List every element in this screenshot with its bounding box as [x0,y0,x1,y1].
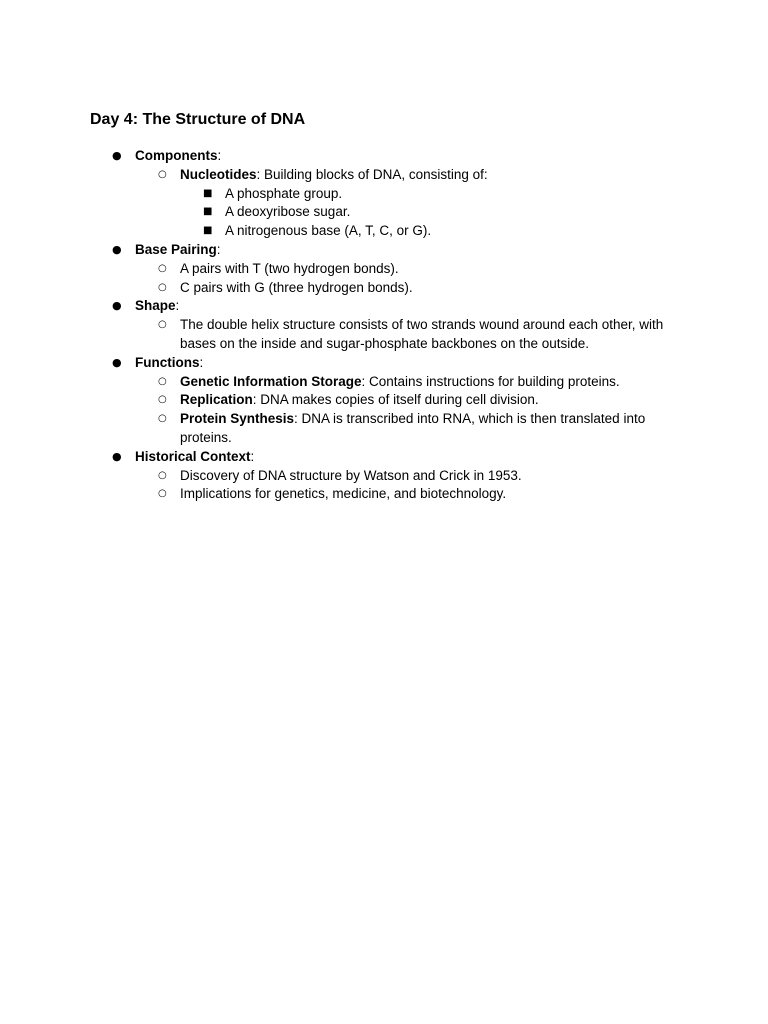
item-description: C pairs with G (three hydrogen bonds). [180,279,413,295]
section-heading [135,147,690,166]
section-heading [135,297,690,316]
section-suffix: : [250,448,255,464]
item-description: : Building blocks of DNA, consisting of: [256,166,488,182]
list-item-discovery [135,467,690,486]
bullet-circle-icon: ○ [158,375,167,387]
bullet-disc-icon: ● [112,242,122,256]
bullet-circle-icon: ○ [158,281,167,293]
section-heading [135,354,690,373]
subitem-text: A deoxyribose sugar. [225,204,351,220]
sub-list [135,166,690,241]
item-description: Implications for genetics, medicine, and biotechnology. [180,486,507,502]
section-suffix: : [217,148,222,163]
section-heading [135,241,690,260]
sub-list [135,316,690,354]
section-historical-context [90,448,690,504]
list-item-implications [135,485,690,504]
section-term: Shape [135,298,176,314]
bullet-disc-icon: ● [112,449,122,463]
list-item-replication [135,391,690,410]
item-text [180,410,690,448]
section-heading [135,448,690,467]
bullet-circle-icon: ○ [158,319,167,331]
list-item-phosphate [180,185,690,204]
bullet-circle-icon: ○ [158,394,167,406]
section-term: Base Pairing [135,241,217,257]
sub-list [135,467,690,505]
bullet-circle-icon: ○ [158,488,167,500]
item-description: : Contains instructions for building proteins. [361,373,620,389]
list-item-nitrogenous-base [180,222,690,241]
item-term: Nucleotides [180,166,257,182]
list-item-double-helix [135,316,690,354]
bullet-square-icon: ■ [203,225,213,237]
item-text [180,373,690,392]
subitem-text: A nitrogenous base (A, T, C, or G). [225,223,432,239]
bullet-square-icon: ■ [203,187,213,199]
bullet-disc-icon: ● [112,149,122,162]
section-components [90,147,690,241]
list-item-at-pair [135,260,690,279]
list-item-protein-synthesis [135,410,690,448]
item-text [180,166,690,185]
bullet-circle-icon: ○ [158,262,167,274]
item-term: Replication [180,392,253,408]
section-list [90,147,690,504]
section-base-pairing [90,241,690,297]
section-term: Functions [135,354,200,370]
bullet-disc-icon: ● [112,299,122,313]
bullet-circle-icon: ○ [158,469,167,481]
item-description: : DNA makes copies of itself during cell division. [252,392,539,408]
list-item-nucleotides [135,166,690,241]
bullet-circle-icon: ○ [158,168,167,180]
outline [90,147,690,504]
bullet-disc-icon: ● [112,355,122,369]
section-suffix: : [216,241,221,257]
section-functions [90,354,690,448]
item-description: The double helix structure consists of two strands wound around each other, with bases on the inside and sugar-phosphate backbones on the outside. [180,317,664,351]
item-description: A pairs with T (two hydrogen bonds). [180,260,399,276]
item-description: Discovery of DNA structure by Watson and Crick in 1953. [180,467,522,483]
section-term: Historical Context [135,448,251,464]
list-item-information-storage [135,373,690,392]
bullet-square-icon: ■ [203,206,213,218]
item-description: : DNA is transcribed into RNA, which is then translated into proteins. [180,411,646,445]
section-term: Components [135,148,218,163]
section-suffix: : [199,354,204,370]
sub-sub-list [180,185,690,241]
list-item-cg-pair [135,279,690,298]
bullet-circle-icon: ○ [158,413,167,425]
subitem-text: A phosphate group. [225,185,343,201]
section-shape [90,297,690,353]
sub-list [135,260,690,298]
list-item-deoxyribose [180,203,690,222]
page-title: Day 4: The Structure of DNA [90,111,306,128]
item-term: Genetic Information Storage [180,373,362,389]
section-suffix: : [175,298,180,314]
sub-list [135,373,690,448]
item-text [180,391,690,410]
item-term: Protein Synthesis [180,411,295,427]
